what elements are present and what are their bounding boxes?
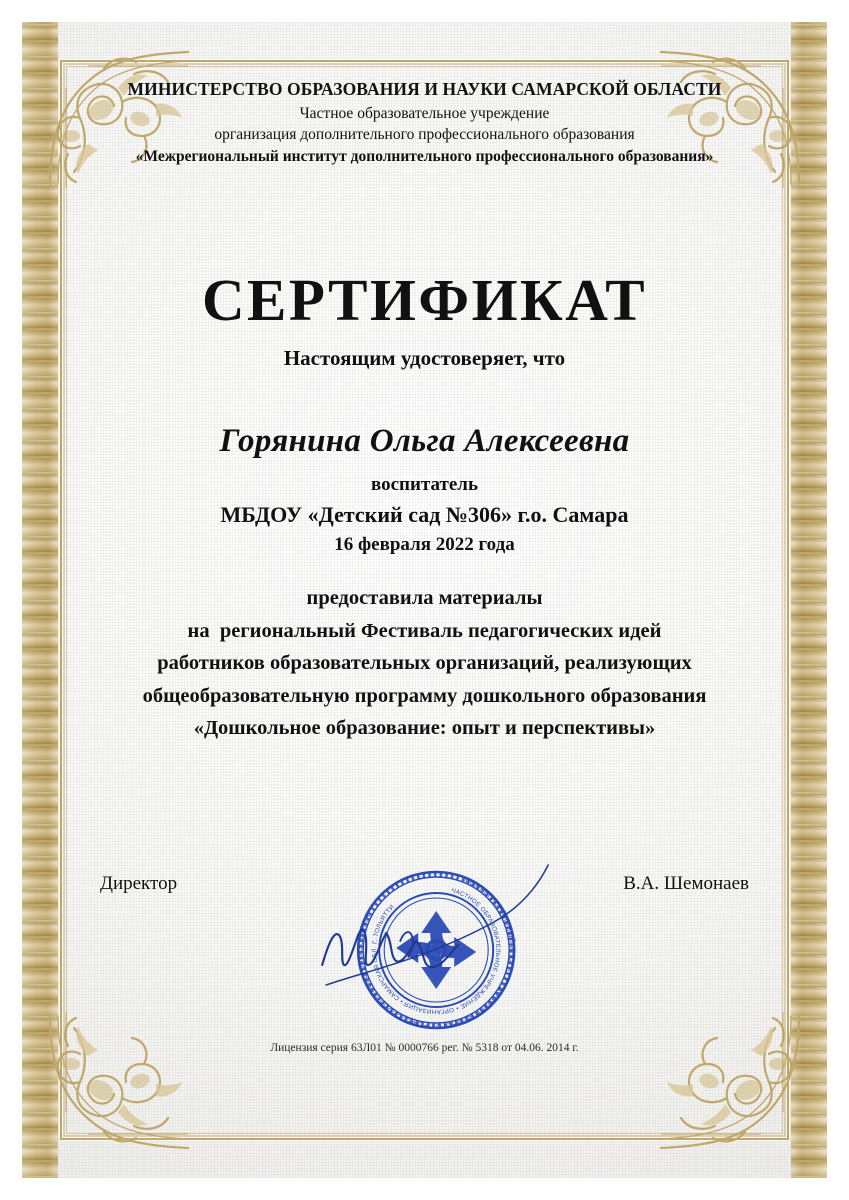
- institution-name: «Межрегиональный институт дополнительного профессионального образования»: [135, 148, 714, 165]
- body-line: работников образовательных организаций, реализующих: [157, 652, 692, 675]
- recipient-organization: МБДОУ «Детский сад №306» г.о. Самара: [220, 502, 629, 528]
- recipient-position: воспитатель: [370, 474, 478, 496]
- corner-ornament-bottom-right: [655, 1006, 805, 1156]
- ministry-heading: МИНИСТЕРСТВО ОБРАЗОВАНИЯ И НАУКИ САМАРСКОЙ ОБЛАСТИ: [127, 79, 722, 99]
- recipient-name: Горянина Ольга Алексеевна: [219, 423, 630, 460]
- border-band-left: [22, 22, 58, 1178]
- institution-type-line-1: Частное образовательное учреждение: [299, 105, 550, 123]
- body-line: на региональный Фестиваль педагогических идей: [187, 619, 662, 642]
- signature-signer-name: В.А. Шемонаев: [623, 873, 749, 894]
- border-band-right: [791, 22, 827, 1178]
- certificate-subtitle: Настоящим удостоверяет, что: [283, 346, 566, 371]
- recipient-date: 16 февраля 2022 года: [334, 534, 515, 556]
- corner-ornament-bottom-left: [44, 1006, 194, 1156]
- svg-text:МЕЖРЕГИОНАЛЬНЫЙ ИНСТИТУТ ДОПОЛ: МЕЖРЕГИОНАЛЬНЫЙ ИНСТИТУТ ДОПОЛНИТЕЛЬНОГО ПРОФЕССИОНАЛЬНОГО ОБРАЗОВАНИЯ: [355, 875, 516, 1031]
- signature-role-label: Директор: [100, 873, 178, 894]
- signature-row: [100, 855, 749, 895]
- body-line: «Дошкольное образование: опыт и перспективы»: [193, 716, 656, 739]
- body-line: общеобразовательную программу дошкольного образования: [142, 684, 707, 707]
- license-footer: Лицензия серия 63Л01 № 0000766 рег. № 5318 от 04.06. 2014 г.: [270, 1042, 579, 1054]
- svg-text:ЧАСТНОЕ ОБРАЗОВАТЕЛЬНОЕ УЧРЕЖД: ЧАСТНОЕ ОБРАЗОВАТЕЛЬНОЕ УЧРЕЖДЕНИЕ • ОРГАНИЗАЦИЯ • САМАРСКАЯ ОБЛ. Г. ТОЛЬЯТТИ: [370, 887, 501, 1016]
- institution-type-line-2: организация дополнительного профессионального образования: [214, 125, 635, 143]
- certificate-body: [70, 582, 779, 744]
- body-line: предоставила материалы: [306, 587, 543, 610]
- certificate-content: [70, 78, 779, 744]
- certificate-title: СЕРТИФИКАТ: [201, 267, 648, 334]
